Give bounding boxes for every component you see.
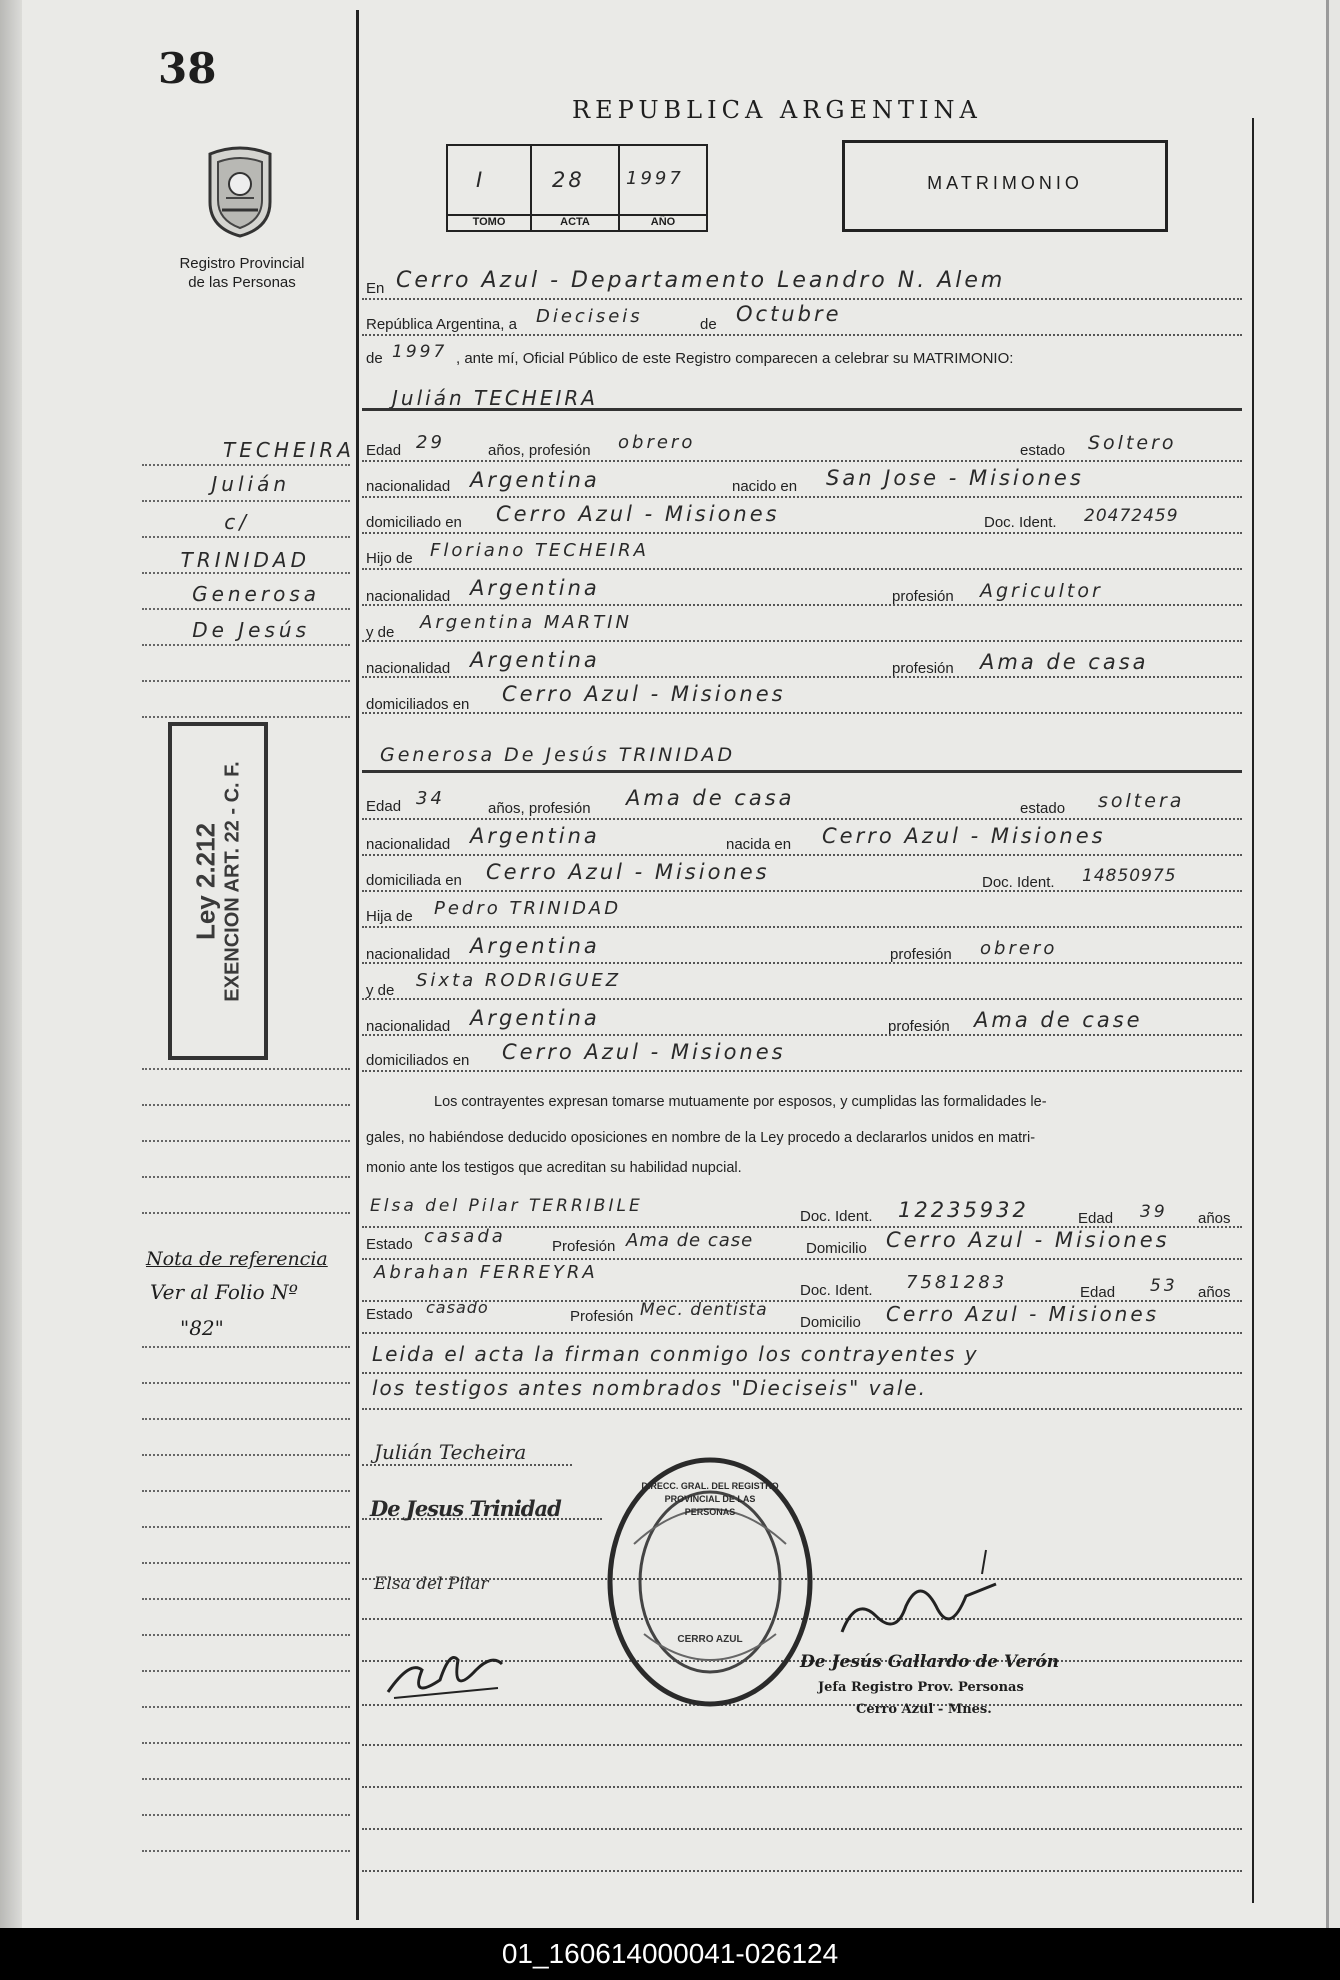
declaration-line-3: monio ante los testigos que acreditan su habilidad nupcial.: [366, 1160, 742, 1176]
acta-value: 28: [552, 168, 585, 192]
bride-father-nac-label: nacionalidad: [366, 946, 451, 963]
witness-2-anos-label: años: [1198, 1284, 1231, 1301]
rule: [142, 1140, 350, 1142]
rule: [362, 854, 1242, 856]
ano-value: 1997: [626, 168, 684, 189]
rule: [142, 1346, 350, 1348]
rule: [362, 298, 1242, 300]
place-value: Cerro Azul - Departamento Leandro N. Alem: [396, 268, 1006, 293]
compare-text: , ante mí, Oficial Público de este Registro comparecen a celebrar su MATRIMONIO:: [456, 350, 1014, 367]
rule: [362, 890, 1242, 892]
witness-2-name: Abrahan FERREYRA: [374, 1262, 598, 1283]
margin-con: c/: [224, 510, 250, 534]
witness-1-name: Elsa del Pilar TERRIBILE: [370, 1196, 643, 1216]
bride-father-nac: Argentina: [470, 934, 600, 958]
de-year-label: de: [366, 350, 383, 367]
rule: [142, 1706, 350, 1708]
bride-parents-dom: Cerro Azul - Misiones: [502, 1040, 786, 1064]
act-type-box: [842, 140, 1168, 232]
rule: [362, 496, 1242, 498]
rule: [362, 460, 1242, 462]
rule: [142, 1418, 350, 1420]
rule: [142, 536, 350, 538]
margin-groom-surname: TECHEIRA: [223, 438, 355, 462]
rule: [362, 1786, 1242, 1788]
signature-groom: Julián Techeira: [374, 1440, 527, 1464]
rule: [362, 1034, 1242, 1036]
margin-bride-surname: TRINIDAD: [180, 548, 310, 572]
witness-1-prof-label: Profesión: [552, 1238, 616, 1255]
tomo-label: TOMO: [448, 214, 530, 228]
year-value: 1997: [392, 342, 448, 362]
rule: [362, 1870, 1242, 1872]
groom-hijo-label: Hijo de: [366, 550, 413, 567]
groom-nationality: Argentina: [470, 468, 600, 492]
en-label: En: [366, 280, 385, 297]
groom-doc-label: Doc. Ident.: [984, 514, 1057, 531]
witness-2-dom-label: Domicilio: [800, 1314, 861, 1331]
bride-name: Generosa De Jesús TRINIDAD: [380, 744, 736, 766]
rule: [362, 1828, 1242, 1830]
coat-of-arms-icon: [196, 140, 284, 240]
witness-1-dom-label: Domicilio: [806, 1240, 867, 1257]
groom-name: Julián TECHEIRA: [392, 386, 598, 410]
bride-estado-label: estado: [1020, 800, 1066, 817]
acta-label: ACTA: [532, 214, 618, 228]
rule: [142, 1670, 350, 1672]
groom-father: Floriano TECHEIRA: [430, 540, 649, 561]
bride-nacida-label: nacida en: [726, 836, 792, 853]
seal-center: CERRO AZUL: [677, 1634, 743, 1645]
rule: [362, 1464, 572, 1466]
rule: [362, 604, 1242, 606]
official-name: De Jesús Gallardo de Verón: [800, 1652, 1060, 1672]
rule: [362, 640, 1242, 642]
groom-dom-label: domiciliado en: [366, 514, 462, 531]
ano-label: AÑO: [620, 214, 706, 228]
witness-1-doc-label: Doc. Ident.: [800, 1208, 873, 1225]
bride-mother-prof: Ama de case: [974, 1008, 1143, 1032]
bride-mother-nac: Argentina: [470, 1006, 600, 1030]
rep-label: República Argentina, a: [366, 316, 517, 333]
groom-mother-nac-label: nacionalidad: [366, 660, 451, 677]
bride-mother: Sixta RODRIGUEZ: [416, 970, 622, 991]
groom-domicile: Cerro Azul - Misiones: [496, 502, 780, 526]
rule: [142, 1382, 350, 1384]
page-number: 38: [158, 44, 217, 93]
official-place: Cerro Azul - Mnes.: [856, 1702, 992, 1717]
groom-yde-label: y de: [366, 624, 395, 641]
bride-doc: 14850975: [1082, 866, 1177, 886]
groom-father-prof: Agricultor: [980, 580, 1103, 602]
groom-father-nac-label: nacionalidad: [366, 588, 451, 605]
margin-rule: [356, 10, 359, 1920]
margin-bride-middle: De Jesús: [192, 618, 310, 642]
bride-father: Pedro TRINIDAD: [434, 898, 622, 919]
witness-1-prof: Ama de case: [626, 1230, 754, 1251]
act-type-label: MATRIMONIO: [927, 173, 1083, 193]
rule: [362, 1332, 1242, 1334]
witness-2-estado-label: Estado: [366, 1306, 413, 1323]
groom-doc: 20472459: [1084, 506, 1179, 526]
reference-note-1: Nota de referencia: [146, 1248, 328, 1270]
groom-parents-dom: Cerro Azul - Misiones: [502, 682, 786, 706]
witness-1-age: 39: [1140, 1202, 1168, 1222]
groom-father-prof-label: profesión: [892, 588, 954, 605]
groom-nacido-label: nacido en: [732, 478, 798, 495]
rule: [142, 608, 350, 610]
reference-note-3: "82": [180, 1316, 224, 1340]
de-label: de: [700, 316, 717, 333]
bride-father-prof-label: profesión: [890, 946, 952, 963]
rule: [362, 532, 1242, 534]
rule: [362, 818, 1242, 820]
official-title: Jefa Registro Prov. Personas: [818, 1680, 1024, 1695]
closing-line-1: Leida el acta la firman conmigo los contrayentes y: [372, 1342, 979, 1366]
bride-doc-label: Doc. Ident.: [982, 874, 1055, 891]
day-value: Dieciseis: [536, 306, 643, 327]
bride-dom-label: domiciliada en: [366, 872, 462, 889]
witness-1-edad-label: Edad: [1078, 1210, 1114, 1227]
groom-mother-prof-label: profesión: [892, 660, 954, 677]
rule: [362, 1744, 1242, 1746]
rule: [362, 770, 1242, 773]
rule: [142, 1104, 350, 1106]
declaration-line-2: gales, no habiéndose deducido oposiciones en nombre de la Ley procedo a declararlos unidos en matri-: [366, 1130, 1036, 1146]
groom-age: 29: [416, 432, 445, 453]
bride-profession: Ama de casa: [626, 786, 795, 810]
bride-birthplace: Cerro Azul - Misiones: [822, 824, 1106, 848]
margin-bride-name: Generosa: [192, 582, 320, 606]
bride-edad-label: Edad: [366, 798, 402, 815]
rule: [142, 500, 350, 502]
witness-2-prof: Mec. dentista: [640, 1300, 768, 1320]
rule: [142, 464, 350, 466]
bride-yde-label: y de: [366, 982, 395, 999]
reference-note-2: Ver al Folio Nº: [150, 1280, 298, 1304]
groom-father-nac: Argentina: [470, 576, 600, 600]
bride-estado: soltera: [1098, 790, 1185, 812]
bride-hija-label: Hija de: [366, 908, 413, 925]
groom-birthplace: San Jose - Misiones: [826, 466, 1084, 490]
rule: [362, 1372, 1242, 1374]
groom-mother-nac: Argentina: [470, 648, 600, 672]
bride-father-prof: obrero: [980, 938, 1058, 959]
bride-mother-prof-label: profesión: [888, 1018, 950, 1035]
rule: [362, 962, 1242, 964]
rule: [142, 1814, 350, 1816]
witness-2-doc-label: Doc. Ident.: [800, 1282, 873, 1299]
scan-id-footer: 01_160614000041-026124: [0, 1928, 1340, 1980]
witness-2-age: 53: [1150, 1276, 1178, 1296]
rule: [142, 1212, 350, 1214]
rule: [362, 998, 1242, 1000]
rule: [142, 1490, 350, 1492]
bride-anos-prof-label: años, profesión: [488, 800, 591, 817]
rule: [362, 334, 1242, 336]
registry-name: Registro Provincial de las Personas: [179, 255, 305, 291]
rule: [142, 1634, 350, 1636]
stamp-line-2: EXENCION ART. 22 - C. F.: [221, 761, 244, 1002]
bride-age: 34: [416, 788, 445, 809]
right-rule: [1252, 118, 1254, 1903]
groom-estado-label: estado: [1020, 442, 1066, 459]
month-value: Octubre: [736, 302, 842, 326]
groom-anos-prof-label: años, profesión: [488, 442, 591, 459]
bride-nac-label: nacionalidad: [366, 836, 451, 853]
witness-2-estado: casado: [426, 1298, 489, 1317]
declaration-line-1: Los contrayentes expresan tomarse mutuamente por esposos, y cumplidas las formalidades le-: [434, 1094, 1047, 1110]
page-binding: [0, 0, 22, 1928]
signature-witness-2-icon: [380, 1640, 510, 1710]
rule: [142, 1742, 350, 1744]
stamp-line-1: Ley 2.212: [190, 822, 221, 941]
groom-edad-label: Edad: [366, 442, 402, 459]
rule: [362, 1258, 1242, 1260]
rule: [142, 1526, 350, 1528]
exemption-stamp: [168, 722, 268, 1060]
margin-groom-name: Julián: [211, 472, 290, 496]
rule: [142, 1562, 350, 1564]
groom-profession: obrero: [618, 432, 696, 453]
rule: [142, 1176, 350, 1178]
witness-2-prof-label: Profesión: [570, 1308, 634, 1325]
witness-1-doc: 12235932: [898, 1198, 1029, 1222]
rule: [142, 572, 350, 574]
rule: [362, 676, 1242, 678]
rule: [142, 1068, 350, 1070]
rule: [142, 716, 350, 718]
groom-mother: Argentina MARTIN: [420, 612, 632, 633]
witness-2-edad-label: Edad: [1080, 1284, 1116, 1301]
registry-seal-icon: [604, 1454, 816, 1710]
bride-doms-label: domiciliados en: [366, 1052, 470, 1069]
official-signature-icon: [836, 1546, 1006, 1656]
rule: [142, 1454, 350, 1456]
groom-nac-label: nacionalidad: [366, 478, 451, 495]
witness-1-anos-label: años: [1198, 1210, 1231, 1227]
bride-nationality: Argentina: [470, 824, 600, 848]
tomo-value: I: [476, 168, 486, 192]
witness-2-dom: Cerro Azul - Misiones: [886, 1302, 1160, 1326]
rule: [142, 644, 350, 646]
signature-witness-1: Elsa del Pilar: [374, 1574, 489, 1594]
country-title: REPUBLICA ARGENTINA: [572, 96, 982, 124]
tomo-acta-ano-box: [446, 144, 708, 232]
rule: [142, 680, 350, 682]
groom-estado: Soltero: [1088, 432, 1177, 454]
groom-doms-label: domiciliados en: [366, 696, 470, 713]
rule: [142, 1778, 350, 1780]
groom-mother-prof: Ama de casa: [980, 650, 1149, 674]
witness-2-doc: 7581283: [906, 1272, 1008, 1293]
rule: [362, 712, 1242, 714]
bride-domicile: Cerro Azul - Misiones: [486, 860, 770, 884]
rule: [362, 1408, 1242, 1410]
signature-bride: De Jesus Trinidad: [370, 1496, 561, 1521]
rule: [362, 568, 1242, 570]
rule: [142, 1850, 350, 1852]
rule: [362, 408, 1242, 411]
witness-1-dom: Cerro Azul - Misiones: [886, 1228, 1170, 1252]
closing-line-2: los testigos antes nombrados "Dieciseis" vale.: [372, 1376, 927, 1400]
rule: [362, 926, 1242, 928]
rule: [362, 1070, 1242, 1072]
bride-mother-nac-label: nacionalidad: [366, 1018, 451, 1035]
rule: [142, 1598, 350, 1600]
witness-1-estado: casada: [424, 1226, 506, 1247]
seal-text: DIRECC. GRAL. DEL REGISTRO PROVINCIAL DE LAS PERSONAS: [641, 1481, 779, 1517]
witness-1-estado-label: Estado: [366, 1236, 413, 1253]
